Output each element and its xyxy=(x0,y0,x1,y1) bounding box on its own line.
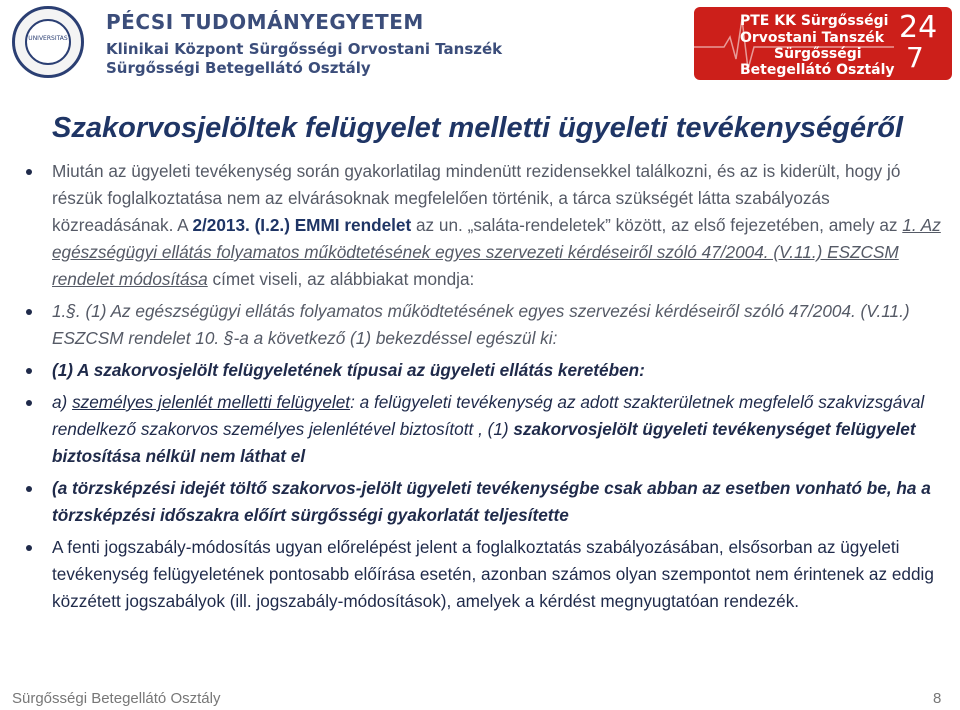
slide-title: Szakorvosjelöltek felügyelet melletti ügyeleti tevékenységéről xyxy=(52,112,904,144)
bullet-text-bold: 2/2013. (I.2.) EMMI rendelet xyxy=(192,215,412,235)
list-item xyxy=(14,389,944,470)
bullet-text: 1.§. (1) Az egészségügyi ellátás folyamatos működtetésének egyes szervezési kérdéseiről szóló 47/2004. (V.11.) ESZCSM rendelet 10. §-a a következő (1) bekezdéssel egészül ki: xyxy=(52,301,910,348)
bullet-icon xyxy=(26,545,32,551)
bullet-list xyxy=(14,158,944,620)
list-item xyxy=(14,158,944,293)
badge-7: 7 xyxy=(906,41,924,74)
badge-line-1: PTE KK Sürgősségi xyxy=(740,13,889,29)
page-number: 8 xyxy=(933,690,942,707)
badge-line-3: Sürgősségi xyxy=(774,46,862,62)
bullet-icon xyxy=(26,486,32,492)
list-item xyxy=(14,475,944,529)
list-item xyxy=(14,534,944,615)
department-name: Sürgősségi Betegellátó Osztály xyxy=(106,59,371,77)
list-item xyxy=(14,298,944,352)
badge-24: 24 xyxy=(899,10,938,45)
bullet-text-link: 1. Az egészségügyi ellátás folyamatos működtetésének egyes szervezeti kérdéseiről szóló 47/2004. (V.11.) ESZCSM rendelet módosítása xyxy=(52,215,941,289)
bullet-text-bold: (a törzsképzési idejét töltő szakorvos-jelölt ügyeleti tevékenységbe csak abban az esetben vonható be, ha a törzsképzési időszakra előírt sürgősségi gyakorlatát teljesítette xyxy=(52,478,931,525)
badge-line-4: Betegellátó Osztály xyxy=(740,62,895,78)
bullet-icon xyxy=(26,169,32,175)
bullet-text: az un. „saláta-rendeletek” között, az első fejezetében, amely az xyxy=(411,215,903,235)
bullet-text: címet viseli, az alábbiakat mondja: xyxy=(207,269,475,289)
bullet-text-bold: (1) A szakorvosjelölt felügyeletének típusai az ügyeleti ellátás keretében: xyxy=(52,360,645,380)
clinic-name: Klinikai Központ Sürgősségi Orvostani Tanszék xyxy=(106,40,503,58)
bullet-text: : a felügyeleti tevékenység az adott szakterületnek megfelelő szakvizsgával rendelkező szakorvos személyes jelenlétével biztosított , (1) xyxy=(52,392,925,439)
seal-inner-ring xyxy=(25,19,71,65)
bullet-icon xyxy=(26,400,32,406)
seal-text: UNIVERSITAS xyxy=(28,35,68,42)
badge-line-2: Orvostani Tanszék xyxy=(740,30,885,46)
university-block xyxy=(106,10,502,77)
header xyxy=(0,0,960,90)
university-seal-logo xyxy=(12,6,84,78)
bullet-icon xyxy=(26,368,32,374)
bullet-text-bold: szakorvosjelölt ügyeleti tevékenységet felügyelet biztosítása nélkül nem láthat el xyxy=(52,419,916,466)
bullet-text-underlined: személyes jelenlét melletti felügyelet xyxy=(72,392,351,412)
list-item xyxy=(14,357,944,384)
university-name: PÉCSI TUDOMÁNYEGYETEM xyxy=(106,10,424,34)
bullet-text: A fenti jogszabály-módosítás ugyan előrelépést jelent a foglalkoztatás szabályozásában, elsősorban az ügyeleti tevékenység felügyeletének pontosabb előírása esetén, azonban számos olyan szempontot nem érintenek az eddig közzétett jogszabályok (ill. jogszabály-módosítások), amelyek a kérdést megnyugtatóan rendezék. xyxy=(52,537,934,611)
bullet-text: a) xyxy=(52,392,73,412)
department-badge xyxy=(694,7,952,80)
footer-department: Sürgősségi Betegellátó Osztály xyxy=(12,690,221,707)
bullet-text: Miután az ügyeleti tevékenység során gyakorlatilag mindenütt rezidensekkel találkozni, és az is kiderült, hogy jó részük foglalkoztatása nem az elvárásoknak megfelelően történik, a tárca szükségét látta szabályozás közreadásának. A xyxy=(52,161,901,235)
bullet-icon xyxy=(26,309,32,315)
